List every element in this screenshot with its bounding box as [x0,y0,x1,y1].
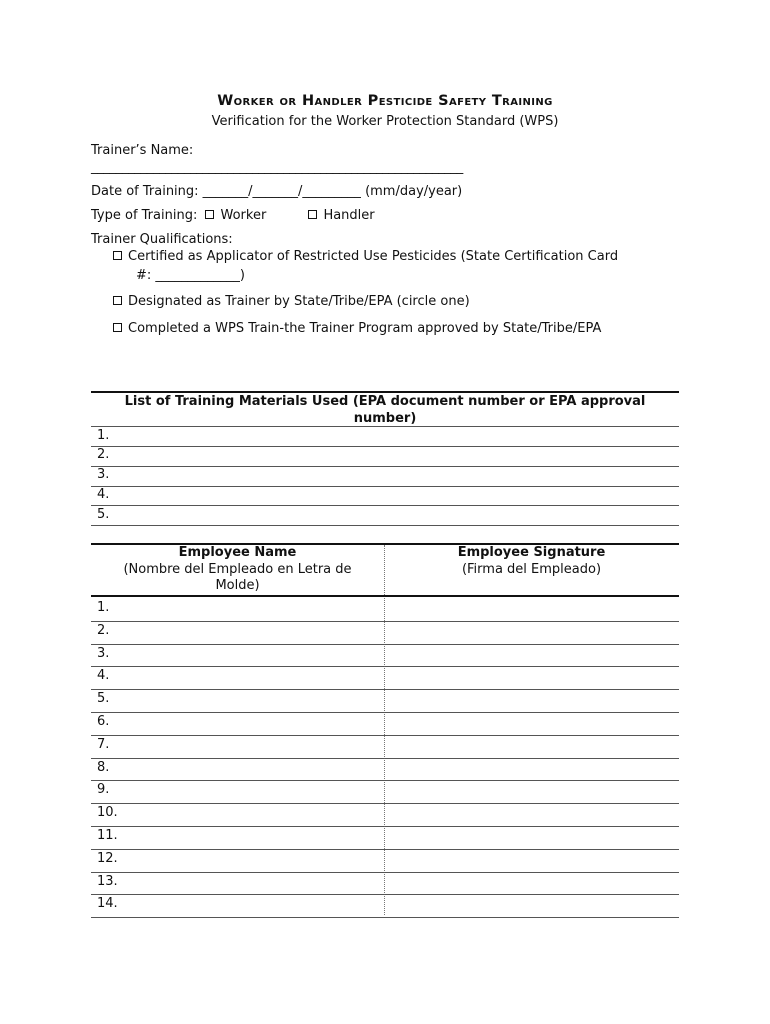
qualification-designated [113,294,470,309]
certified-label: Certified as Applicator of Restricted Use Pesticides (State Certification Card [128,249,619,264]
employee-row-6-signature[interactable] [385,712,679,734]
materials-header-line1: List of Training Materials Used (EPA document number or EPA approval [124,394,646,409]
materials-row-divider [91,466,679,467]
employee-row-5-signature[interactable] [385,689,679,711]
materials-row-3[interactable]: 3. [97,467,110,482]
form-subtitle: Verification for the Worker Protection Standard (WPS) [211,114,559,129]
completed-label: Completed a WPS Train-the Trainer Program approved by State/Tribe/EPA [128,321,602,336]
employee-row-5-name[interactable]: 5. [97,691,110,707]
employee-row-11-signature[interactable] [385,826,679,848]
designated-label: Designated as Trainer by State/Tribe/EPA (circle one) [128,294,470,309]
form-title: Worker or Handler Pesticide Safety Training [217,93,553,109]
date-of-training-field[interactable]: Date of Training: _______/_______/_________ (mm/day/year) [91,184,463,199]
handler-option-label: Handler [323,208,375,223]
employee-row-11-name[interactable]: 11. [97,828,118,843]
employee-row-4-signature[interactable] [385,666,679,688]
employee-row-14-signature[interactable] [385,894,679,916]
employee-row-13-name[interactable]: 13. [97,873,118,889]
worker-checkbox[interactable] [205,210,214,219]
materials-table-header [91,393,679,427]
employee-signature-subtitle: (Firma del Empleado) [461,561,602,577]
trainer-name-field[interactable]: ____________________________________________________________ [91,160,464,175]
materials-header-line2: number) [353,411,417,426]
handler-checkbox[interactable] [308,210,317,219]
materials-row-divider [91,446,679,447]
materials-row-divider [91,486,679,487]
employee-row-7-name[interactable]: 7. [97,736,110,752]
employee-row-divider [91,917,679,918]
trainer-qualifications-label: Trainer Qualifications: [91,232,233,247]
employee-row-10-name[interactable]: 10. [97,805,118,821]
employee-name-header [91,545,384,595]
worker-option-label: Worker [220,208,267,223]
materials-row-4[interactable]: 4. [97,487,110,502]
employee-signature-title: Employee Signature [457,545,606,560]
employee-row-8-signature[interactable] [385,758,679,780]
certification-card-number-field[interactable]: #: _____________) [136,268,245,283]
materials-row-5[interactable]: 5. [97,507,110,522]
materials-row-divider [91,505,679,506]
employee-row-9-signature[interactable] [385,780,679,802]
employee-row-13-signature[interactable] [385,872,679,894]
materials-row-1[interactable]: 1. [97,428,110,443]
type-of-training-label: Type of Training: [91,208,198,223]
employee-name-title: Employee Name [178,545,297,560]
qualification-certified [113,249,618,264]
certified-checkbox[interactable] [113,251,122,260]
employee-name-subtitle-2: Molde) [215,578,260,593]
employee-row-3-signature[interactable] [385,644,679,666]
employee-row-10-signature[interactable] [385,803,679,825]
employee-table-header-border [91,595,679,597]
employee-signature-header [384,545,679,578]
type-of-training-row [91,208,375,223]
trainer-name-label: Trainer’s Name: [91,143,194,158]
employee-row-1-signature[interactable] [385,598,679,620]
employee-row-3-name[interactable]: 3. [97,645,110,661]
employee-row-8-name[interactable]: 8. [97,759,110,775]
employee-name-subtitle-1: (Nombre del Empleado en Letra de [123,561,352,577]
employee-row-2-signature[interactable] [385,621,679,643]
materials-row-2[interactable]: 2. [97,447,110,462]
qualification-completed [113,321,601,336]
employee-row-12-name[interactable]: 12. [97,850,118,866]
employee-row-1-name[interactable]: 1. [97,600,110,615]
designated-checkbox[interactable] [113,296,122,305]
employee-row-14-name[interactable]: 14. [97,896,118,912]
employee-row-12-signature[interactable] [385,849,679,871]
employee-row-4-name[interactable]: 4. [97,668,110,684]
employee-row-6-name[interactable]: 6. [97,714,110,729]
employee-row-7-signature[interactable] [385,735,679,757]
materials-table-bottom-border [91,525,679,526]
completed-checkbox[interactable] [113,323,122,332]
materials-row-divider [91,426,679,427]
employee-row-2-name[interactable]: 2. [97,622,110,638]
employee-row-9-name[interactable]: 9. [97,782,110,798]
